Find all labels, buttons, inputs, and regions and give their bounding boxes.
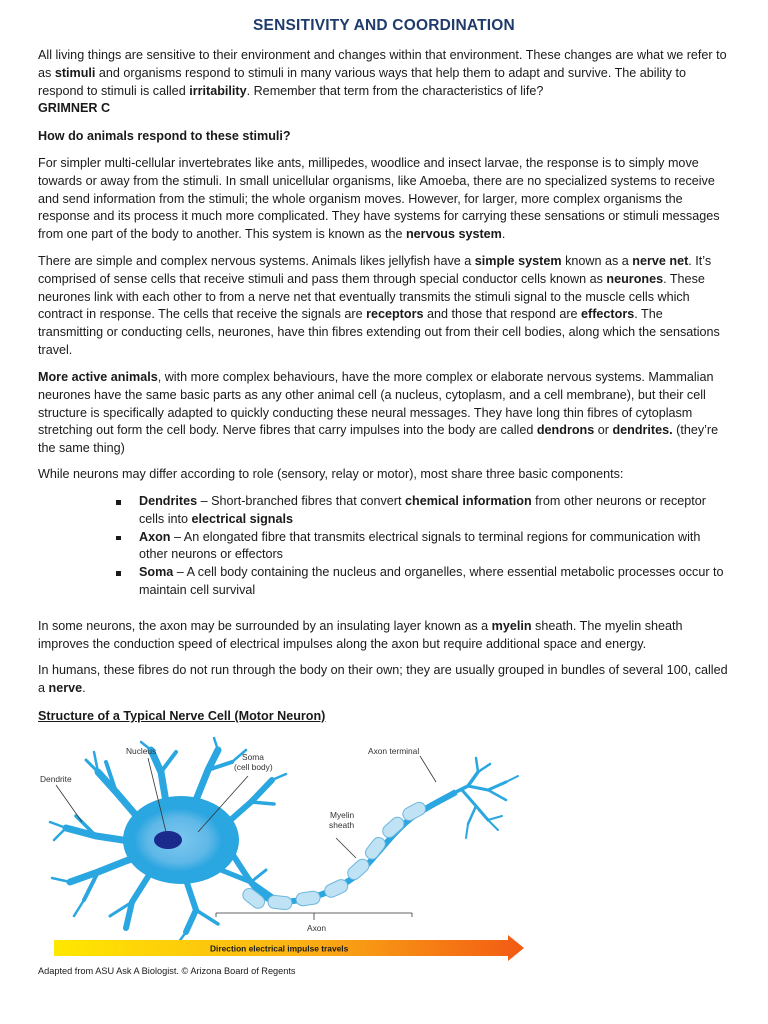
label-axon: Axon	[307, 923, 327, 933]
list-item	[112, 493, 728, 529]
paragraph-text: There are simple and complex nervous systems. Animals likes jellyfish have a	[38, 254, 475, 268]
active-animals-paragraph	[38, 369, 730, 458]
paragraph-text: . It’s comprised of sense cells that receive stimuli and pass them through special conductor cells known as	[38, 254, 712, 286]
term-receptors: receptors	[366, 307, 424, 322]
paragraph-text: . The transmitting or conducting cells, neurones, have thin fibres extending out from their cell bodies, along which the sensations travel.	[38, 307, 720, 357]
paragraph-text: .	[82, 680, 86, 695]
term-dendrons: dendrons	[536, 423, 595, 438]
list-text: from other neurons or receptor cells into	[139, 494, 706, 526]
figure-caption: Adapted from ASU Ask A Biologist. © Arizona Board of Regents	[38, 966, 296, 976]
paragraph-text: , with more complex behaviours, have the more complex or elaborate nervous systems. Mammalian neurones have the same basic parts as any other animal cell (a nucleus, cytoplasm, and a cell membrane), but their cell structure is specifically adapted to quickly conducting these neural messages. They have long thin fibres of cytoplasm stretching out form the cell body. Nerve fibres that carry impulses into the body are called	[38, 370, 714, 438]
bullet-icon	[116, 500, 121, 505]
paragraph-text: and those that respond are	[423, 307, 582, 322]
intro-text: All living things are sensitive to their environment and changes within that environment. These changes are what we refer to as	[38, 48, 727, 80]
list-term: Axon	[139, 529, 171, 544]
myelin-paragraph	[38, 618, 730, 654]
components-intro: While neurons may differ according to role (sensory, relay or motor), most share three basic components:	[38, 467, 624, 481]
nerve-net-paragraph	[38, 253, 730, 360]
intro-text: and organisms respond to stimuli in many various ways that help them to adapt and survive. The ability to respond to stimuli is called	[38, 65, 686, 98]
list-item	[112, 529, 728, 565]
label-soma: Soma	[242, 752, 264, 762]
paragraph-text: sheath. The myelin sheath improves the conduction speed of electrical impulses along the axon but require additional space and energy.	[38, 619, 683, 651]
figure-title: Structure of a Typical Nerve Cell (Motor Neuron)	[38, 709, 326, 723]
nerve-paragraph	[38, 662, 730, 698]
nucleus-icon	[154, 831, 182, 849]
paragraph-text: .	[501, 227, 506, 242]
list-item	[112, 564, 728, 600]
term-effectors: effectors	[581, 307, 635, 322]
label-direction: Direction electrical impulse travels	[210, 943, 349, 954]
page-title: SENSITIVITY AND COORDINATION	[253, 17, 515, 34]
term-neurones: neurones	[606, 271, 664, 286]
impulse-direction-arrow	[54, 935, 524, 961]
paragraph-text: (they’re the same thing)	[38, 423, 719, 456]
term-more-active-animals: More active animals	[38, 370, 158, 384]
term-simple-system: simple system	[474, 254, 562, 268]
term-irritability: irritability	[189, 83, 247, 98]
list-term: Soma	[139, 565, 174, 580]
bullet-icon	[116, 571, 121, 576]
term-nervous-system: nervous system	[405, 227, 502, 242]
list-text: – An elongated fibre that transmits electrical signals to terminal regions for communication with other neurons or effectors	[139, 529, 701, 562]
paragraph-text: In some neurons, the axon may be surrounded by an insulating layer known as a	[38, 619, 492, 633]
label-myelin-sub: sheath	[329, 820, 355, 830]
components-list	[112, 493, 728, 600]
label-dendrite: Dendrite	[40, 774, 72, 784]
intro-text: . Remember that term from the characteristics of life?	[246, 83, 544, 98]
label-myelin: Myelin	[330, 810, 355, 820]
label-nucleus: Nucleus	[126, 746, 157, 756]
bullet-icon	[116, 536, 121, 541]
paragraph-text: In humans, these fibres do not run through the body on their own; they are usually grouped in bundles of several 100, called a	[38, 663, 728, 695]
neuron-diagram	[36, 732, 536, 964]
paragraph-text: . These neurones link with each other to from a nerve net that eventually transmits the stimuli signal to the muscle cells which contract in response. The cells that receive the signals are	[38, 271, 705, 322]
mnemonic: GRIMNER C	[38, 101, 111, 116]
paragraph-text: or	[594, 423, 613, 438]
section-question: How do animals respond to these stimuli?	[38, 129, 291, 143]
axon-terminal-branches	[454, 758, 518, 838]
term-myelin: myelin	[491, 619, 532, 633]
term-stimuli: stimuli	[54, 65, 96, 80]
list-text: – A cell body containing the nucleus and organelles, where essential metabolic processes occur to maintain cell survival	[139, 565, 724, 597]
label-soma-sub: (cell body)	[234, 762, 273, 772]
list-text: – Short-branched fibres that convert	[197, 494, 406, 508]
list-bold: electrical signals	[191, 511, 294, 526]
list-bold: chemical information	[405, 494, 532, 508]
list-term: Dendrites	[139, 494, 198, 508]
term-dendrites: dendrites.	[612, 423, 673, 438]
paragraph-text: For simpler multi-cellular invertebrates like ants, millipedes, woodlice and insect larvae, the response is to simply move towards or away from the stimuli. In small unicellular organisms, like Amoeba, there are no specialized systems to receive and send information from the stimuli; the whole organism moves. However, for larger, more complex organisms the response and its process it much more complicated. They have systems for carrying these sensations or stimuli messages from one part of the body to another. This system is known as the	[38, 156, 720, 242]
label-axon-terminal: Axon terminal	[368, 746, 420, 756]
simple-response-paragraph	[38, 155, 730, 244]
intro-paragraph	[38, 47, 730, 118]
term-nerve-net: nerve net	[632, 254, 689, 268]
paragraph-text: known as a	[561, 254, 633, 268]
term-nerve: nerve	[48, 680, 83, 695]
